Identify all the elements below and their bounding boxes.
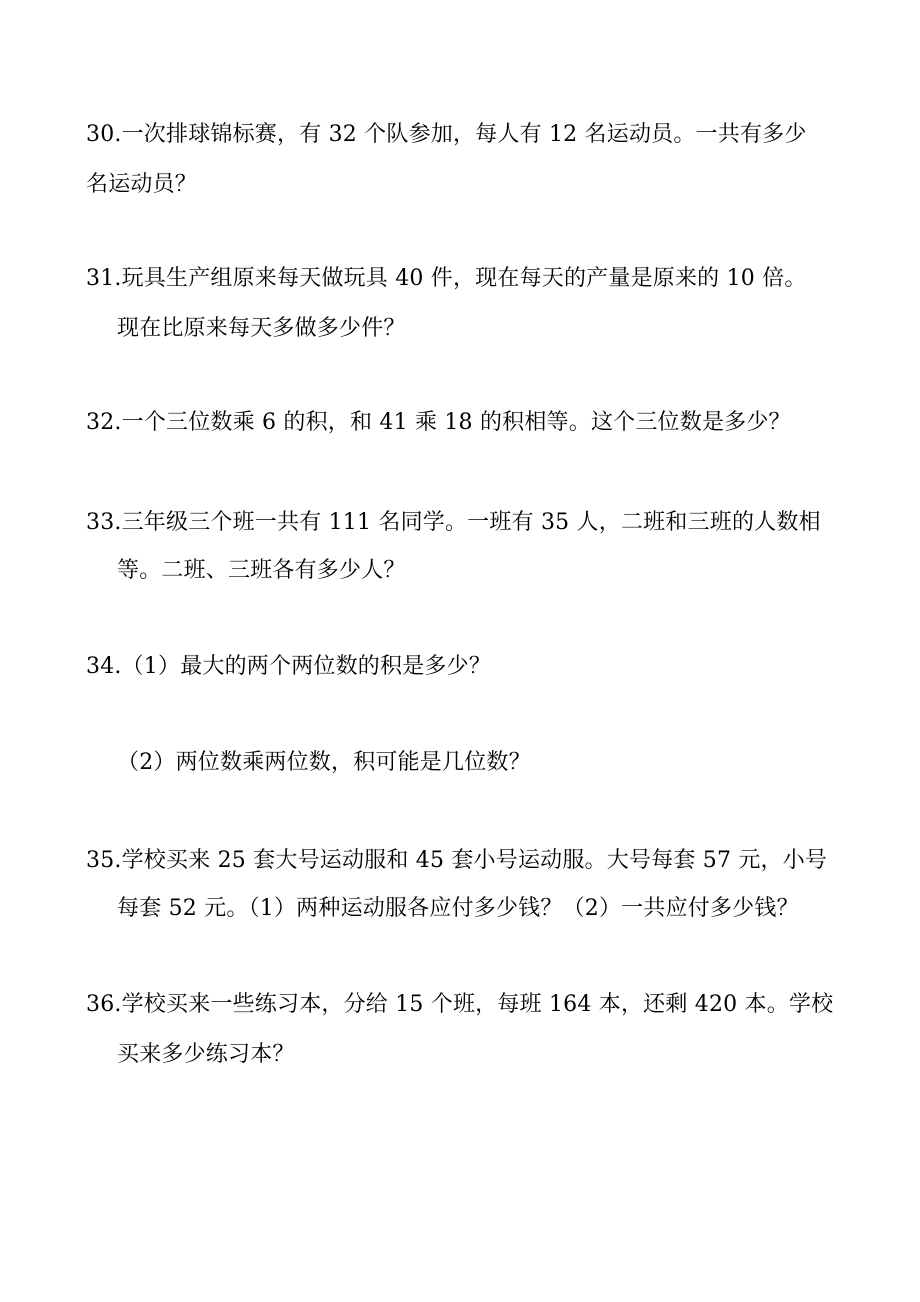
question-34-line-2 [117,748,531,778]
question-number: 35. [86,848,122,873]
question-32-line-1 [86,408,791,438]
question-number: 36. [86,992,122,1017]
question-text: 玩具生产组原来每天做玩具 40 件，现在每天的产量是原来的 10 倍。 [121,266,807,291]
question-31-line-2 [117,314,406,344]
question-35-line-2 [117,894,799,924]
question-30-line-2 [86,170,197,200]
question-number: 34. [86,654,122,679]
question-text: 一次排球锦标赛，有 32 个队参加，每人有 12 名运动员。一共有多少 [121,122,807,147]
question-text: 名运动员？ [86,172,198,197]
question-33-line-1 [86,508,821,538]
question-34-line-1 [86,652,491,682]
question-text: （2）两位数乘两位数，积可能是几位数？ [117,750,531,775]
question-text: （1）最大的两个两位数的积是多少？ [121,654,491,679]
question-33-line-2 [117,556,406,586]
question-number: 32. [86,410,122,435]
question-text: 买来多少练习本？ [117,1042,295,1067]
question-text: 学校买来一些练习本，分给 15 个班，每班 164 本，还剩 420 本。学校 [121,992,834,1017]
question-text: 等。二班、三班各有多少人？ [117,558,406,583]
question-number: 31. [86,266,122,291]
question-36-line-2 [117,1040,295,1070]
question-35-line-1 [86,846,827,876]
question-number: 33. [86,510,122,535]
question-36-line-1 [86,990,833,1020]
question-text: 三年级三个班一共有 111 名同学。一班有 35 人，二班和三班的人数相 [121,510,821,535]
question-text: 每套 52 元。（1）两种运动服各应付多少钱？（2）一共应付多少钱？ [117,896,799,921]
question-text: 学校买来 25 套大号运动服和 45 套小号运动服。大号每套 57 元，小号 [121,848,828,873]
question-text: 一个三位数乘 6 的积，和 41 乘 18 的积相等。这个三位数是多少？ [121,410,791,435]
question-31-line-1 [86,264,807,294]
question-text: 现在比原来每天多做多少件？ [117,316,406,341]
question-number: 30. [86,122,122,147]
question-30-line-1 [86,120,807,150]
